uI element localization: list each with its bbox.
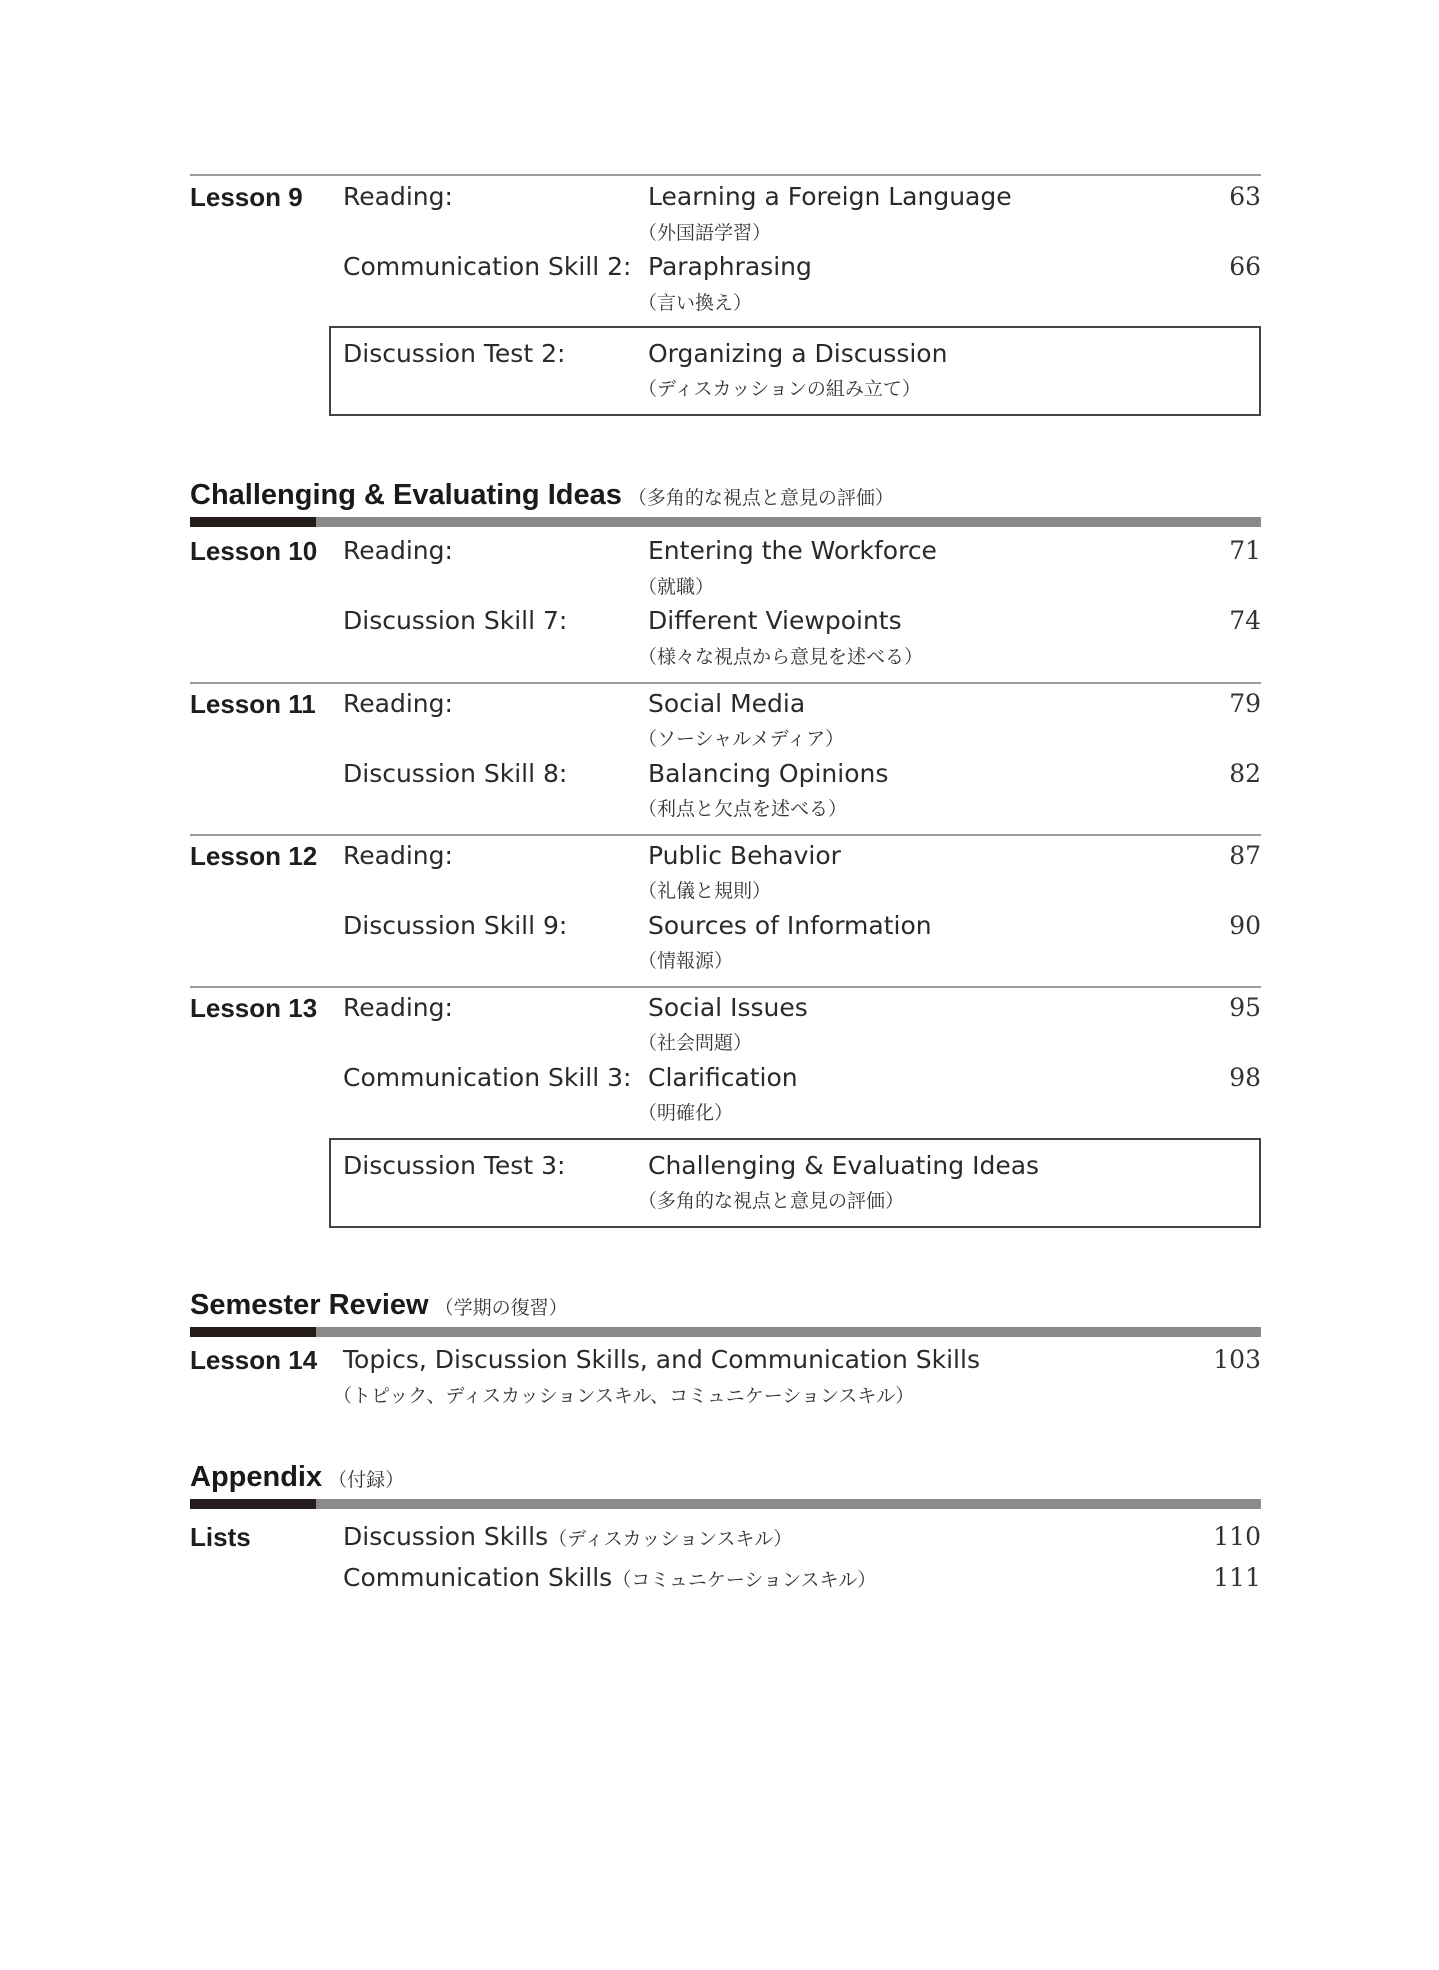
entry-jp-title: （ディスカッションスキル） bbox=[548, 1528, 793, 1550]
entry-jp-title: （コミュニケーションスキル） bbox=[612, 1569, 877, 1591]
entry-label: Reading: bbox=[343, 689, 453, 718]
entry-title[interactable]: Communication Skills bbox=[343, 1563, 613, 1592]
page-number: 63 bbox=[1229, 182, 1261, 211]
page-number: 71 bbox=[1229, 536, 1261, 565]
entry-title[interactable]: Topics, Discussion Skills, and Communication Skills bbox=[343, 1345, 980, 1374]
section-subtitle: （学期の復習） bbox=[434, 1297, 568, 1319]
entry-label: Communication Skill 3: bbox=[343, 1063, 632, 1092]
page-number: 95 bbox=[1229, 993, 1261, 1022]
entry-jp-title: （ソーシャルメディア） bbox=[638, 728, 845, 750]
page-number: 98 bbox=[1229, 1063, 1261, 1092]
entry-jp-title: （様々な視点から意見を述べる） bbox=[638, 646, 924, 668]
entry-jp-title: （情報源） bbox=[638, 950, 734, 972]
entry-title[interactable]: Public Behavior bbox=[648, 841, 841, 870]
entry-title[interactable]: Balancing Opinions bbox=[648, 759, 889, 788]
lesson-label: Lesson 12 bbox=[190, 841, 318, 871]
section-bar bbox=[190, 1327, 1261, 1337]
entry-jp-title: （就職） bbox=[638, 576, 715, 598]
divider bbox=[190, 834, 1261, 836]
entry-title[interactable]: Learning a Foreign Language bbox=[648, 182, 1012, 211]
list-item bbox=[343, 1563, 876, 1593]
test-label: Discussion Test 3: bbox=[343, 1151, 566, 1180]
entry-title[interactable]: Different Viewpoints bbox=[648, 606, 902, 635]
lesson-label: Lesson 13 bbox=[190, 993, 318, 1023]
section-heading bbox=[190, 478, 894, 516]
list-item bbox=[343, 1522, 792, 1552]
entry-title[interactable]: Paraphrasing bbox=[648, 252, 812, 281]
entry-jp-title: （言い換え） bbox=[638, 292, 753, 314]
entry-title[interactable]: Clarification bbox=[648, 1063, 798, 1092]
section-bar bbox=[190, 1499, 1261, 1509]
entry-label: Reading: bbox=[343, 993, 453, 1022]
page-number: 87 bbox=[1229, 841, 1261, 870]
entry-jp-title: （明確化） bbox=[638, 1102, 734, 1124]
lesson-label: Lesson 10 bbox=[190, 536, 318, 566]
entry-jp-title: （礼儀と規則） bbox=[638, 880, 772, 902]
entry-title[interactable]: Entering the Workforce bbox=[648, 536, 937, 565]
divider bbox=[190, 682, 1261, 684]
lesson-label: Lists bbox=[190, 1522, 251, 1552]
entry-label: Discussion Skill 9: bbox=[343, 911, 568, 940]
test-title[interactable]: Challenging & Evaluating Ideas bbox=[648, 1151, 1040, 1180]
entry-label: Communication Skill 2: bbox=[343, 252, 632, 281]
lesson-label: Lesson 9 bbox=[190, 182, 303, 212]
page-number: 90 bbox=[1229, 911, 1261, 940]
test-label: Discussion Test 2: bbox=[343, 339, 566, 368]
divider bbox=[190, 174, 1261, 176]
divider bbox=[190, 986, 1261, 988]
page-number: 66 bbox=[1229, 252, 1261, 281]
entry-jp-title: （社会問題） bbox=[638, 1032, 753, 1054]
test-jp-title: （多角的な視点と意見の評価） bbox=[638, 1190, 905, 1212]
section-subtitle: （多角的な視点と意見の評価） bbox=[627, 487, 894, 509]
entry-label: Reading: bbox=[343, 182, 453, 211]
section-heading bbox=[190, 1288, 568, 1326]
entry-label: Reading: bbox=[343, 841, 453, 870]
page-number: 74 bbox=[1229, 606, 1261, 635]
test-jp-title: （ディスカッションの組み立て） bbox=[638, 378, 921, 400]
section-subtitle: （付録） bbox=[328, 1469, 405, 1491]
page-number: 103 bbox=[1213, 1345, 1261, 1374]
entry-label: Discussion Skill 8: bbox=[343, 759, 568, 788]
entry-label: Discussion Skill 7: bbox=[343, 606, 568, 635]
section-heading bbox=[190, 1460, 404, 1498]
entry-title[interactable]: Social Issues bbox=[648, 993, 808, 1022]
page-number: 79 bbox=[1229, 689, 1261, 718]
lesson-label: Lesson 11 bbox=[190, 689, 316, 719]
section-bar bbox=[190, 517, 1261, 527]
test-title[interactable]: Organizing a Discussion bbox=[648, 339, 948, 368]
entry-label: Reading: bbox=[343, 536, 453, 565]
entry-jp-title: （利点と欠点を述べる） bbox=[638, 798, 848, 820]
entry-title[interactable]: Sources of Information bbox=[648, 911, 932, 940]
entry-jp-title: （外国語学習） bbox=[638, 222, 772, 244]
section-title: Semester Review bbox=[190, 1289, 429, 1321]
section-title: Challenging & Evaluating Ideas bbox=[190, 479, 622, 511]
section-title: Appendix bbox=[190, 1461, 323, 1493]
page-number: 110 bbox=[1213, 1522, 1261, 1551]
entry-jp-title: （トピック、ディスカッションスキル、コミュニケーションスキル） bbox=[333, 1385, 915, 1407]
page-number: 82 bbox=[1229, 759, 1261, 788]
entry-title[interactable]: Discussion Skills bbox=[343, 1522, 549, 1551]
lesson-label: Lesson 14 bbox=[190, 1345, 318, 1375]
page-number: 111 bbox=[1213, 1563, 1261, 1592]
entry-title[interactable]: Social Media bbox=[648, 689, 806, 718]
